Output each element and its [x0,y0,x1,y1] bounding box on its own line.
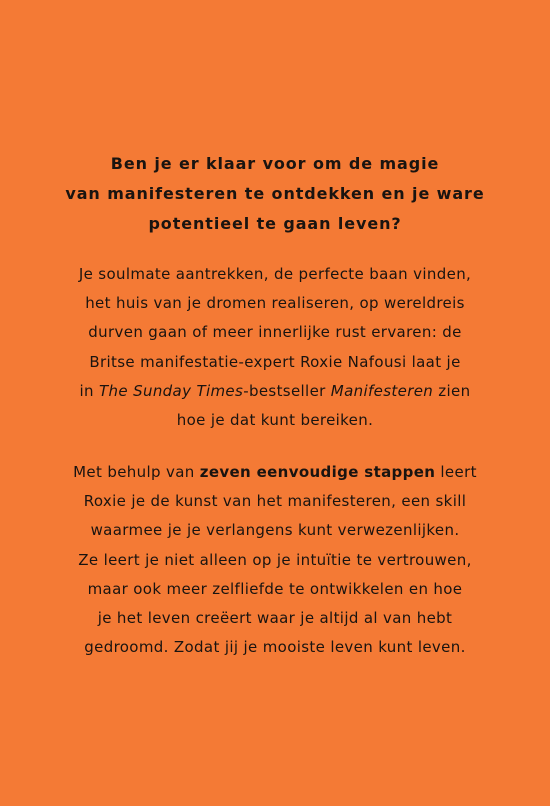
paragraph-intro-line-4: Britse manifestatie-expert Roxie Nafousi laat je [89,352,461,371]
book-title: Manifesteren [330,381,434,400]
paragraph-method [0,458,550,662]
paragraph-intro [0,260,550,435]
paragraph-intro-line-5 [0,377,550,406]
paragraph-method-line-7: gedroomd. Zodat jij je mooiste leven kunt leven. [84,638,466,657]
headline-line-3: potentieel te gaan leven? [148,214,402,233]
text-segment: zien [433,381,471,400]
paragraph-intro-line-3: durven gaan of meer innerlijke rust ervaren: de [88,323,462,342]
text-segment: leert [435,463,477,481]
headline-line-1: Ben je er klaar voor om de magie [110,154,440,173]
paragraph-method-line-1 [0,458,550,487]
headline-line-2: van manifesteren te ontdekken en je ware [65,184,485,203]
emphasis-seven-steps: zeven eenvoudige stappen [199,463,436,481]
headline [0,149,550,239]
newspaper-title: The Sunday Times [99,381,244,400]
paragraph-method-line-4: Ze leert je niet alleen op je intuïtie te vertrouwen, [78,550,472,569]
text-segment: Met behulp van [73,463,200,481]
paragraph-method-line-2: Roxie je de kunst van het manifesteren, een skill [83,492,467,511]
paragraph-intro-line-1: Je soulmate aantrekken, de perfecte baan vinden, [78,265,472,283]
paragraph-intro-line-6: hoe je dat kunt bereiken. [176,411,374,430]
paragraph-method-line-6: je het leven creëert waar je altijd al van hebt [97,609,453,628]
text-segment: -bestseller [243,381,331,400]
paragraph-method-line-5: maar ook meer zelfliefde te ontwikkelen en hoe [87,579,463,598]
paragraph-intro-line-2: het huis van je dromen realiseren, op wereldreis [85,294,465,313]
text-segment: in [79,381,100,400]
paragraph-method-line-3: waarmee je je verlangens kunt verwezenlijken. [90,521,460,540]
